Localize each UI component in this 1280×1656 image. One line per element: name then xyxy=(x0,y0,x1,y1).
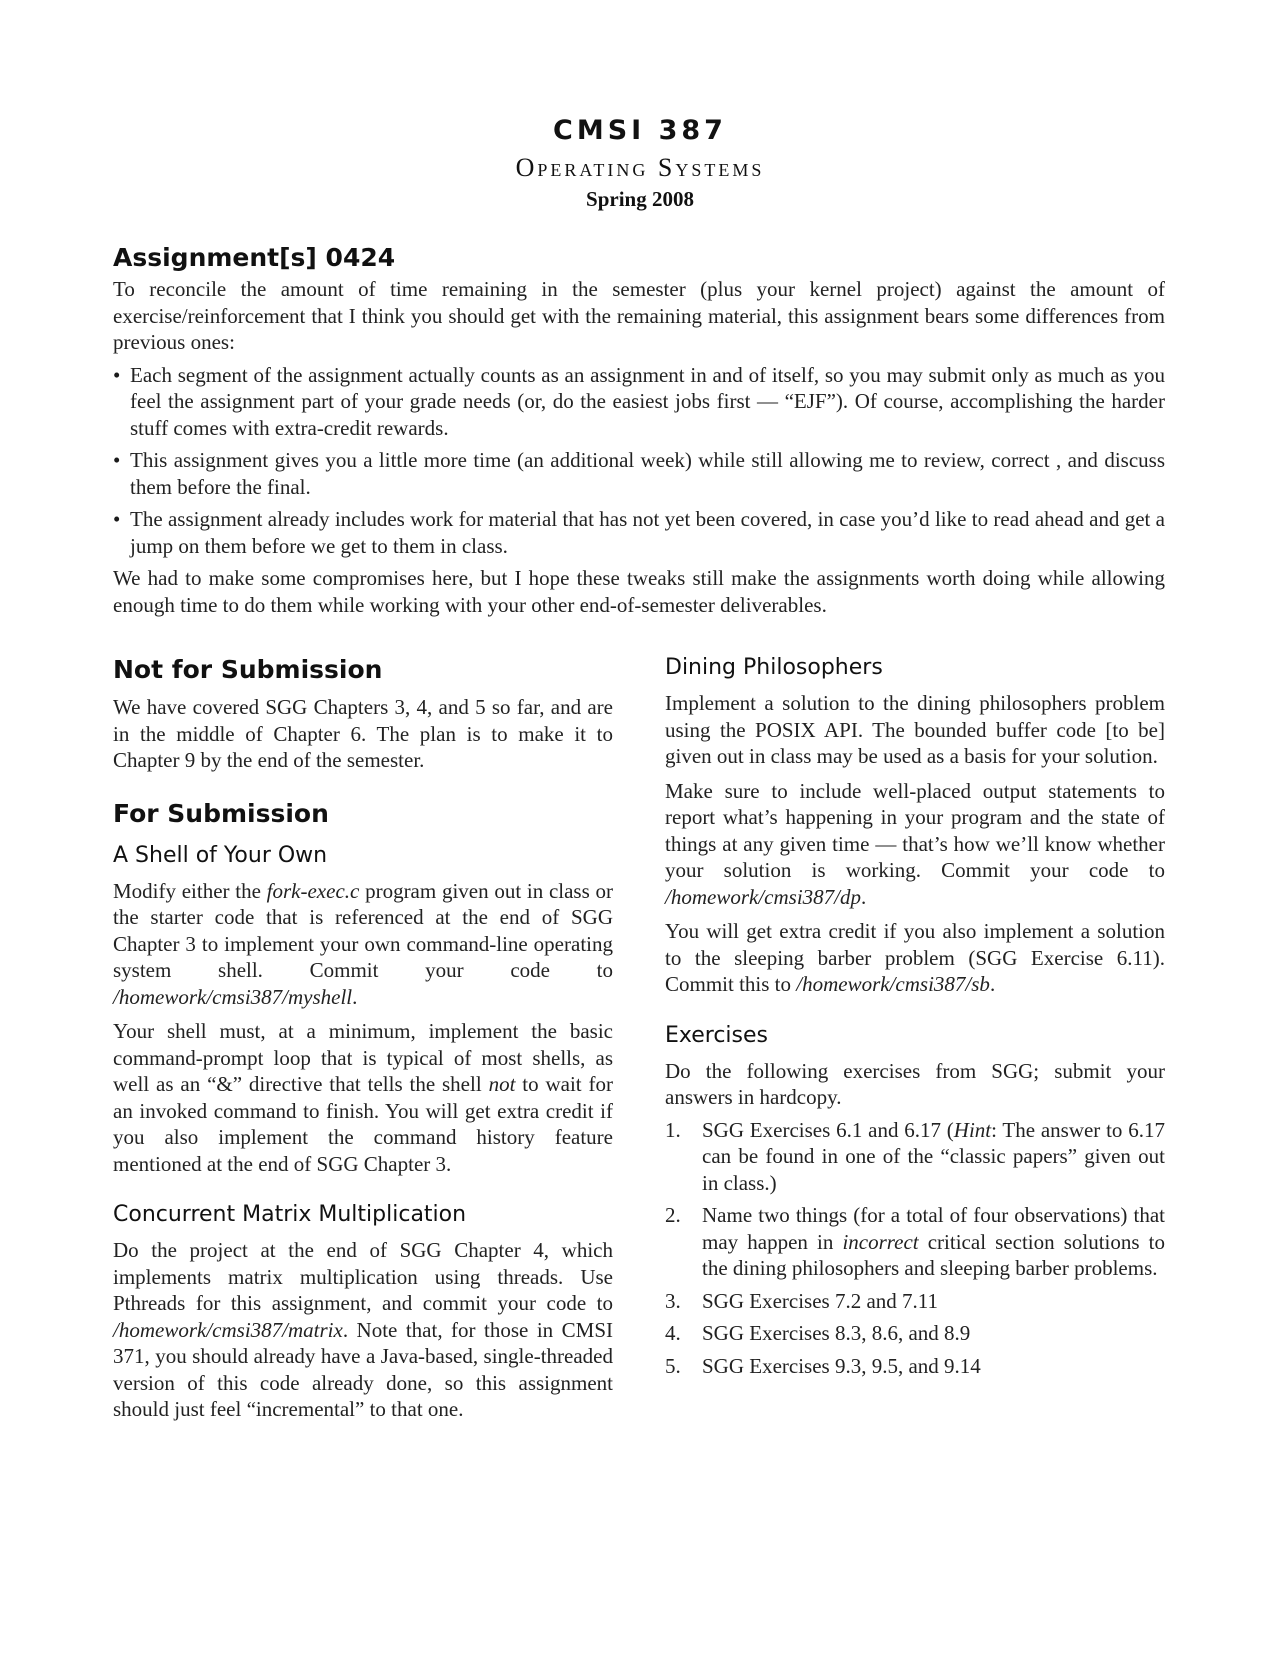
exercise-number: 4. xyxy=(665,1321,681,1345)
bullet-text: The assignment already includes work for material that has not yet been covered, in case you’d like to read ahead and get a jump on them before we get to them in class. xyxy=(130,507,1165,558)
shell-heading: A Shell of Your Own xyxy=(113,842,328,868)
text-run: Name two things (for a total of four observations) that may happen in xyxy=(702,1203,1165,1254)
bullet-icon: • xyxy=(113,448,121,472)
emphasis: incorrect xyxy=(842,1229,919,1254)
emphasis: not xyxy=(488,1072,516,1096)
text-run: critical section solutions to the dining philosophers and sleeping barber problems. xyxy=(702,1229,1165,1280)
exercise-item xyxy=(665,1353,1165,1380)
text-run: program given out in class or the starter code that is referenced at the end of SGG Chapter 3 to implement your own command-line operating system shell. Commit your code to xyxy=(113,878,613,982)
exercise-item xyxy=(665,1202,1165,1282)
shell-paragraph-1 xyxy=(113,878,613,1011)
assignment-heading: Assignment[s] 0424 xyxy=(113,243,396,272)
bullet-icon: • xyxy=(113,362,121,387)
exercises-intro: Do the following exercises from SGG; submit your answers in hardcopy. xyxy=(665,1058,1165,1109)
text-run: to wait for an invoked command to finish. You will get extra credit if you also implement the command history feature mentioned at the end of SGG Chapter 3. xyxy=(113,1072,613,1176)
exercise-number: 2. xyxy=(665,1203,681,1227)
exercise-number: 5. xyxy=(665,1353,681,1378)
exercise-text xyxy=(702,1288,1165,1315)
commit-path: /homework/cmsi387/sb xyxy=(796,972,990,996)
file-name: fork-exec.c xyxy=(266,878,360,903)
text-run: Your shell must, at a minimum, implement the basic command-prompt loop that is typical of most shells, as well as an “&” directive that tells the shell xyxy=(113,1019,613,1096)
exercise-text xyxy=(702,1117,1165,1197)
not-for-submission-heading: Not for Submission xyxy=(113,655,383,684)
course-name: Operating Systems xyxy=(515,153,765,182)
exercise-item xyxy=(665,1288,1165,1315)
exercise-text xyxy=(702,1320,1165,1347)
text-run: SGG Exercises 7.2 and 7.11 xyxy=(702,1288,939,1313)
exercise-item xyxy=(665,1320,1165,1347)
dining-paragraph-3 xyxy=(665,918,1165,998)
intro-bullet-list xyxy=(113,362,1165,560)
exercise-item xyxy=(665,1117,1165,1197)
bullet-item xyxy=(113,362,1165,442)
exercise-number: 1. xyxy=(665,1117,681,1142)
dining-heading: Dining Philosophers xyxy=(665,655,883,680)
emphasis: Hint xyxy=(953,1117,992,1142)
bullet-text: This assignment gives you a little more time (an additional week) while still allowing me to review, correct , and discuss them before the final. xyxy=(130,448,1165,499)
right-column xyxy=(665,652,1165,1385)
course-code: CMSI 387 xyxy=(553,115,727,146)
intro-closing: We had to make some compromises here, but I hope these tweaks still make the assignments worth doing while allowing enough time to do them while working with your other end-of-semester deliverables. xyxy=(113,566,1165,617)
commit-path: /homework/cmsi387/matrix xyxy=(113,1317,343,1342)
text-run: Do the project at the end of SGG Chapter 4, which implements matrix multiplication using threads. Use Pthreads for this assignment, and commit your code to xyxy=(113,1238,613,1315)
intro-paragraph: To reconcile the amount of time remaining in the semester (plus your kernel project) against the amount of exercise/reinforcement that I think you should get with the remaining material, this assignment bears some differences from previous ones: xyxy=(113,277,1165,354)
dining-paragraph-1: Implement a solution to the dining philosophers problem using the POSIX API. The bounded buffer code [to be] given out in class may be used as a basis for your solution. xyxy=(665,691,1165,768)
exercise-number: 3. xyxy=(665,1288,681,1313)
text-run: : The answer to 6.17 can be found in one of the “classic papers” given out in class.) xyxy=(702,1117,1165,1195)
shell-paragraph-2 xyxy=(113,1018,613,1177)
dining-paragraph-2 xyxy=(665,778,1165,911)
exercise-list xyxy=(665,1117,1165,1380)
term: Spring 2008 xyxy=(586,187,694,211)
bullet-text: Each segment of the assignment actually counts as an assignment in and of itself, so you may submit only as much as you feel the assignment part of your grade needs (or, do the easiest jobs first — “EJF”). Of course, accomplishing the harder stuff comes with extra-credit rewards. xyxy=(130,362,1165,440)
text-run: Make sure to include well-placed output statements to report what’s happening in your program and the state of things at any given time — that’s how we’ll know whether your solution is working. Commit your code to xyxy=(665,778,1165,882)
matrix-heading: Concurrent Matrix Multiplication xyxy=(113,1202,467,1227)
not-for-submission-paragraph: We have covered SGG Chapters 3, 4, and 5 so far, and are in the middle of Chapter 6. The plan is to make it to Chapter 9 by the end of the semester. xyxy=(113,695,613,772)
text-run: SGG Exercises 9.3, 9.5, and 9.14 xyxy=(702,1353,981,1378)
exercise-text xyxy=(702,1353,1165,1380)
text-run: SGG Exercises 8.3, 8.6, and 8.9 xyxy=(702,1321,971,1345)
matrix-paragraph xyxy=(113,1237,613,1423)
text-run: . xyxy=(989,972,996,996)
text-run: You will get extra credit if you also implement a solution to the sleeping barber problem (SGG Exercise 6.11). Commit this to xyxy=(665,919,1165,996)
document-header xyxy=(0,112,1280,212)
intro-section xyxy=(113,240,1165,618)
for-submission-heading: For Submission xyxy=(113,798,329,828)
exercises-heading: Exercises xyxy=(665,1022,769,1048)
commit-path: /homework/cmsi387/dp xyxy=(665,884,861,909)
text-run: . Note that, for those in CMSI 371, you should already have a Java-based, single-threaded version of this code already done, so this assignment should just feel “incremental” to that one. xyxy=(113,1317,613,1421)
commit-path: /homework/cmsi387/myshell xyxy=(113,984,353,1009)
text-run: . xyxy=(860,884,867,909)
bullet-icon: • xyxy=(113,507,121,531)
bullet-item xyxy=(113,506,1165,559)
text-run: SGG Exercises 6.1 and 6.17 ( xyxy=(702,1117,954,1142)
bullet-item xyxy=(113,447,1165,500)
left-column xyxy=(113,652,613,1423)
exercise-text xyxy=(702,1202,1165,1282)
text-run: . xyxy=(352,984,358,1009)
text-run: Modify either the xyxy=(113,878,267,903)
